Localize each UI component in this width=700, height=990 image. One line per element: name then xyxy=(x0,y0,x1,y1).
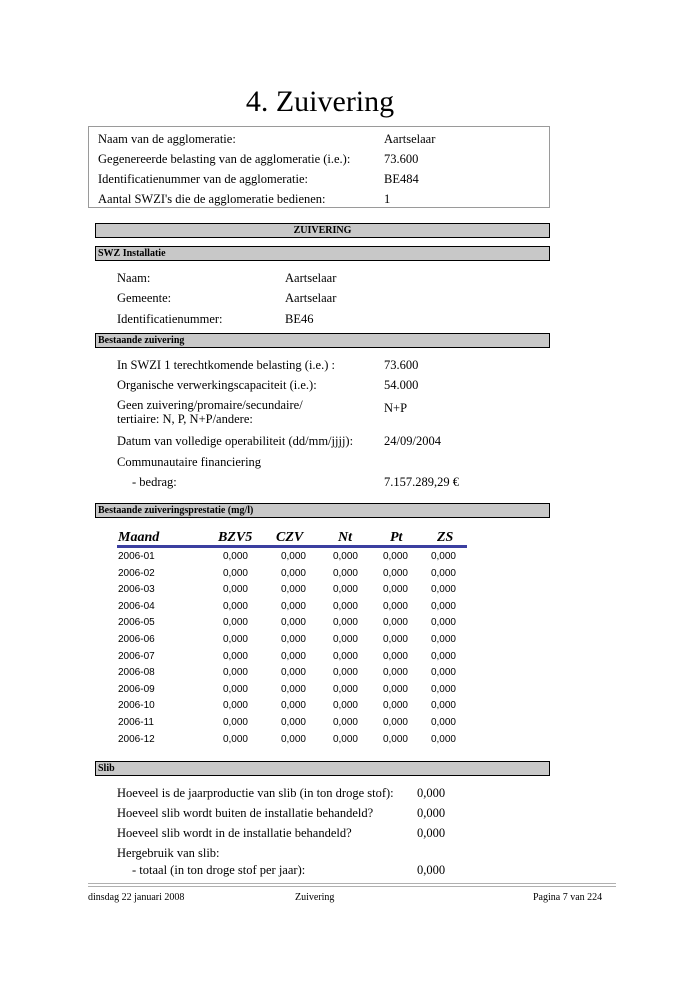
cell-czv: 0,000 xyxy=(280,733,306,745)
cell-nt: 0,000 xyxy=(332,584,358,596)
cell-nt: 0,000 xyxy=(332,567,358,579)
agglomeration-swzi-count-value: 1 xyxy=(384,192,391,206)
slib-jaarproductie-label: Hoeveel is de jaarproductie van slib (in ton droge stof): xyxy=(117,786,394,800)
cell-czv: 0,000 xyxy=(280,634,306,645)
datum-value: 24/09/2004 xyxy=(384,434,441,448)
cell-pt: 0,000 xyxy=(382,634,408,645)
section-bar-zuivering: ZUIVERING xyxy=(95,223,550,238)
cell-bzv5: 0,000 xyxy=(222,683,248,695)
cell-czv: 0,000 xyxy=(280,650,306,662)
cell-maand: 2006-05 xyxy=(118,617,155,629)
cell-zs: 0,000 xyxy=(430,634,456,645)
belasting-value: 73.600 xyxy=(384,358,419,372)
cell-pt: 0,000 xyxy=(382,650,408,662)
cell-nt: 0,000 xyxy=(332,617,358,629)
cell-maand: 2006-10 xyxy=(118,700,155,712)
cell-bzv5: 0,000 xyxy=(222,634,248,645)
column-header-maand: Maand xyxy=(118,530,160,545)
hergebruik-totaal-label: - totaal (in ton droge stof per jaar): xyxy=(132,863,306,877)
cell-zs: 0,000 xyxy=(430,717,456,728)
zuivering-type-label-line1: Geen zuivering/promaire/secundaire/ xyxy=(117,398,303,412)
installatie-name-value: Aartselaar xyxy=(285,271,337,285)
cell-bzv5: 0,000 xyxy=(222,717,248,728)
cell-bzv5: 0,000 xyxy=(222,567,248,579)
footer-date: dinsdag 22 januari 2008 xyxy=(88,892,185,903)
agglomeration-load-label: Gegenereerde belasting van de agglomeratie (i.e.): xyxy=(98,152,351,166)
belasting-label: In SWZI 1 terechtkomende belasting (i.e.) : xyxy=(117,358,335,372)
cell-zs: 0,000 xyxy=(430,584,456,596)
table-header-underline xyxy=(117,545,467,548)
installatie-gemeente-value: Aartselaar xyxy=(285,291,337,305)
slib-in-installatie-value: 0,000 xyxy=(417,826,446,840)
agglomeration-swzi-count-label: Aantal SWZI's die de agglomeratie bedienen: xyxy=(98,192,326,206)
agglomeration-id-label: Identificatienummer van de agglomeratie: xyxy=(98,172,308,186)
page-title: 4. Zuivering xyxy=(245,85,395,118)
column-header-bzv5: BZV5 xyxy=(218,530,253,545)
cell-maand: 2006-04 xyxy=(118,600,155,612)
cell-czv: 0,000 xyxy=(280,551,306,562)
cell-czv: 0,000 xyxy=(280,584,306,596)
cell-pt: 0,000 xyxy=(382,717,408,728)
financiering-label: Communautaire financiering xyxy=(117,455,262,469)
cell-zs: 0,000 xyxy=(430,667,456,679)
cell-bzv5: 0,000 xyxy=(222,600,248,612)
section-bar-swz-installatie: SWZ Installatie xyxy=(95,246,550,261)
agglomeration-name-label: Naam van de agglomeratie: xyxy=(98,132,236,146)
cell-bzv5: 0,000 xyxy=(222,650,248,662)
cell-maand: 2006-08 xyxy=(118,667,155,679)
zuivering-type-value: N+P xyxy=(384,401,408,415)
cell-czv: 0,000 xyxy=(280,600,306,612)
hergebruik-totaal-value: 0,000 xyxy=(417,863,446,877)
section-bar-slib: Slib xyxy=(95,761,550,776)
cell-zs: 0,000 xyxy=(430,650,456,662)
cell-maand: 2006-06 xyxy=(118,634,155,645)
column-header-czv: CZV xyxy=(276,530,304,545)
cell-czv: 0,000 xyxy=(280,683,306,695)
cell-bzv5: 0,000 xyxy=(222,617,248,629)
cell-maand: 2006-11 xyxy=(118,717,154,728)
cell-nt: 0,000 xyxy=(332,667,358,679)
capaciteit-label: Organische verwerkingscapaciteit (i.e.): xyxy=(117,378,317,392)
cell-nt: 0,000 xyxy=(332,634,358,645)
section-bar-zuiveringsprestatie: Bestaande zuiveringsprestatie (mg/l) xyxy=(95,503,550,518)
cell-nt: 0,000 xyxy=(332,551,358,562)
cell-pt: 0,000 xyxy=(382,700,408,712)
cell-maand: 2006-12 xyxy=(118,733,155,745)
installatie-name-label: Naam: xyxy=(117,271,151,285)
cell-pt: 0,000 xyxy=(382,683,408,695)
cell-zs: 0,000 xyxy=(430,683,456,695)
cell-nt: 0,000 xyxy=(332,683,358,695)
footer-divider-secondary xyxy=(88,886,616,887)
zuivering-type-label-line2: tertiaire: N, P, N+P/andere: xyxy=(117,412,253,426)
agglomeration-name-value: Aartselaar xyxy=(384,132,436,146)
slib-buiten-label: Hoeveel slib wordt buiten de installatie behandeld? xyxy=(117,806,374,820)
column-header-pt: Pt xyxy=(390,530,403,545)
slib-jaarproductie-value: 0,000 xyxy=(417,786,446,800)
cell-bzv5: 0,000 xyxy=(222,551,248,562)
cell-pt: 0,000 xyxy=(382,567,408,579)
cell-pt: 0,000 xyxy=(382,584,408,596)
datum-label: Datum van volledige operabiliteit (dd/mm/jjjj): xyxy=(117,434,354,448)
cell-czv: 0,000 xyxy=(280,717,306,728)
cell-zs: 0,000 xyxy=(430,733,456,745)
cell-nt: 0,000 xyxy=(332,600,358,612)
cell-maand: 2006-07 xyxy=(118,650,155,662)
cell-maand: 2006-03 xyxy=(118,584,155,596)
footer-section: Zuivering xyxy=(295,892,335,903)
cell-bzv5: 0,000 xyxy=(222,667,248,679)
bedrag-value: 7.157.289,29 € xyxy=(384,475,459,489)
slib-buiten-value: 0,000 xyxy=(417,806,446,820)
cell-maand: 2006-02 xyxy=(118,567,155,579)
installatie-gemeente-label: Gemeente: xyxy=(117,291,172,305)
cell-czv: 0,000 xyxy=(280,567,306,579)
cell-bzv5: 0,000 xyxy=(222,584,248,596)
cell-zs: 0,000 xyxy=(430,700,456,712)
cell-zs: 0,000 xyxy=(430,617,456,629)
cell-czv: 0,000 xyxy=(280,617,306,629)
cell-maand: 2006-01 xyxy=(118,551,155,562)
cell-nt: 0,000 xyxy=(332,650,358,662)
column-header-zs: ZS xyxy=(437,530,454,545)
cell-zs: 0,000 xyxy=(430,600,456,612)
cell-nt: 0,000 xyxy=(332,700,358,712)
cell-pt: 0,000 xyxy=(382,733,408,745)
footer-page-number: Pagina 7 van 224 xyxy=(533,892,603,903)
cell-zs: 0,000 xyxy=(430,551,456,562)
section-bar-bestaande-zuivering: Bestaande zuivering xyxy=(95,333,550,348)
cell-nt: 0,000 xyxy=(332,717,358,728)
cell-pt: 0,000 xyxy=(382,667,408,679)
slib-in-installatie-label: Hoeveel slib wordt in de installatie behandeld? xyxy=(117,826,352,840)
footer-divider xyxy=(88,883,616,884)
hergebruik-label: Hergebruik van slib: xyxy=(117,846,220,860)
agglomeration-info-box xyxy=(88,126,550,208)
capaciteit-value: 54.000 xyxy=(384,378,419,392)
bedrag-label: - bedrag: xyxy=(132,475,177,489)
cell-pt: 0,000 xyxy=(382,600,408,612)
cell-czv: 0,000 xyxy=(280,667,306,679)
cell-bzv5: 0,000 xyxy=(222,700,248,712)
agglomeration-load-value: 73.600 xyxy=(384,152,419,166)
installatie-id-label: Identificatienummer: xyxy=(117,312,223,326)
installatie-id-value: BE46 xyxy=(285,312,314,326)
cell-pt: 0,000 xyxy=(382,617,408,629)
cell-zs: 0,000 xyxy=(430,567,456,579)
cell-maand: 2006-09 xyxy=(118,683,155,695)
cell-czv: 0,000 xyxy=(280,700,306,712)
cell-nt: 0,000 xyxy=(332,733,358,745)
agglomeration-id-value: BE484 xyxy=(384,172,419,186)
cell-bzv5: 0,000 xyxy=(222,733,248,745)
column-header-nt: Nt xyxy=(338,530,352,545)
cell-pt: 0,000 xyxy=(382,551,408,562)
